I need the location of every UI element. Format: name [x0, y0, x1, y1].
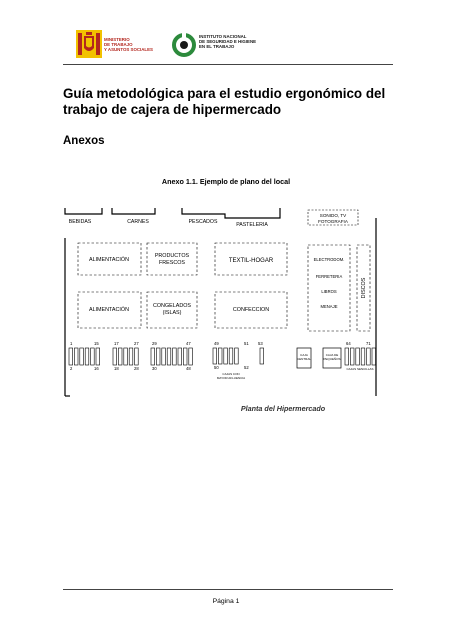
caja-pequenos-2: PEQUEÑOS: [323, 357, 341, 361]
ministry-line: Y ASUNTOS SOCIALES: [104, 47, 153, 53]
lane-number: 52: [244, 365, 249, 370]
checkout-lane: [129, 348, 133, 365]
figure-caption: Anexo 1.1. Ejemplo de plano del local: [161, 177, 291, 186]
lane-number: 27: [134, 341, 139, 346]
lane-number: 16: [94, 366, 99, 371]
lane-number: 71: [366, 341, 371, 346]
ministry-name: [104, 37, 164, 53]
lane-number: 48: [186, 366, 191, 371]
checkout-lane: [260, 348, 264, 364]
ministry-line: MINISTERIO: [104, 37, 130, 42]
checkout-lane: [80, 348, 84, 365]
lane-number: 18: [114, 366, 119, 371]
institute-line: DE SEGURIDAD E HIGIENE: [199, 39, 257, 45]
lane-number: 49: [214, 341, 219, 346]
section-confeccion: CONFECCION: [232, 307, 270, 313]
checkout-lane: [118, 348, 122, 365]
institute-name: [199, 34, 279, 50]
checkout-lane: [235, 348, 239, 364]
checkout-lane: [356, 348, 360, 365]
section-textil: TEXTIL-HOGAR: [228, 258, 274, 264]
label-bebidas: BEBIDAS: [68, 219, 92, 225]
section-congelados-2: (ISLAS): [162, 310, 182, 316]
checkout-lane: [162, 348, 166, 365]
label-pescados: PESCADOS: [188, 219, 218, 225]
checkout-lane: [85, 348, 89, 365]
institute-line: INSTITUTO NACIONAL: [199, 34, 247, 39]
checkout-lane: [224, 348, 228, 364]
checkout-lane: [151, 348, 155, 365]
footer-divider: [63, 589, 393, 590]
checkout-lane: [156, 348, 160, 365]
lane-number: 50: [214, 365, 219, 370]
section-productos-2: FRESCOS: [158, 260, 186, 266]
right-list-item: FERRETERIA: [315, 274, 343, 279]
cajas-mayor-1: CAJAS CON: [222, 372, 240, 376]
ministry-line: DE TRABAJO: [104, 42, 133, 48]
section-congelados-1: CONGELADOS: [152, 303, 192, 309]
checkout-lane: [218, 348, 222, 364]
checkout-lane: [367, 348, 371, 365]
right-list-item: ELECTRODOM.: [313, 257, 345, 262]
section-productos-1: PRODUCTOS: [154, 253, 190, 259]
institute-line: EN EL TRABAJO: [199, 44, 235, 50]
caja-central-1: CAJA: [300, 353, 308, 357]
right-list-item: LIBROS: [321, 289, 337, 294]
lane-number: 2: [70, 366, 73, 371]
checkout-lane: [173, 348, 177, 365]
caja-pequenos-1: CAJA DE: [325, 353, 339, 357]
label-carnes: CARNES: [127, 219, 149, 225]
checkout-lane: [361, 348, 365, 365]
checkout-lane: [372, 348, 376, 365]
right-list-item: MENAJE: [320, 304, 338, 309]
lane-number: 15: [94, 341, 99, 346]
checkout-lane: [178, 348, 182, 365]
checkout-lane: [183, 348, 187, 365]
lane-number: 29: [152, 341, 157, 346]
lane-number: 64: [346, 341, 351, 346]
checkout-lane: [345, 348, 349, 365]
checkout-lane: [229, 348, 233, 364]
floor-plan: [60, 198, 385, 428]
checkout-lane: [91, 348, 95, 365]
lane-number: 1: [70, 341, 73, 346]
insht-logo-icon: [172, 33, 196, 57]
checkout-lane: [167, 348, 171, 365]
header-divider: [63, 64, 393, 65]
label-sondo-1: SONIDO, TV: [319, 213, 347, 218]
label-pasteleria: PASTELERIA: [236, 222, 268, 228]
lane-number: 17: [114, 341, 119, 346]
checkout-lane: [69, 348, 73, 365]
checkout-lane: [135, 348, 139, 365]
checkout-lane: [96, 348, 100, 365]
lane-number: 53: [258, 341, 263, 346]
lane-number: 28: [134, 366, 139, 371]
section-title: Anexos: [63, 135, 105, 147]
checkout-lane: [124, 348, 128, 365]
lane-number: 30: [152, 366, 157, 371]
checkout-lane: [113, 348, 117, 365]
checkout-lane: [350, 348, 354, 365]
section-alimentacion-1: ALIMENTACIÓN: [88, 257, 130, 263]
zone-productos-frescos: [147, 243, 197, 275]
lane-number: 51: [244, 341, 249, 346]
checkout-lane: [213, 348, 217, 364]
document-title: Guía metodológica para el estudio ergonómico del trabajo de cajera de hipermercado: [63, 86, 386, 117]
checkout-lane: [189, 348, 193, 365]
label-sondo-2: FOTOGRAFIA: [318, 219, 348, 224]
caja-central-2: CENTRAL: [296, 357, 312, 361]
page-number: Página 1: [212, 598, 240, 605]
cajas-mayor-2: MAYOR AFLUENCIA: [216, 376, 246, 380]
lane-number: 47: [186, 341, 191, 346]
section-discos: DISCOS: [361, 277, 367, 299]
section-alimentacion-2: ALIMENTACIÓN: [88, 307, 130, 313]
checkout-lane: [74, 348, 78, 365]
plan-title: Planta del Hipermercado: [240, 404, 326, 413]
coat-of-arms-icon: [76, 30, 102, 58]
cajas-sencillas: CAJAS SENCILLAS: [346, 367, 374, 371]
